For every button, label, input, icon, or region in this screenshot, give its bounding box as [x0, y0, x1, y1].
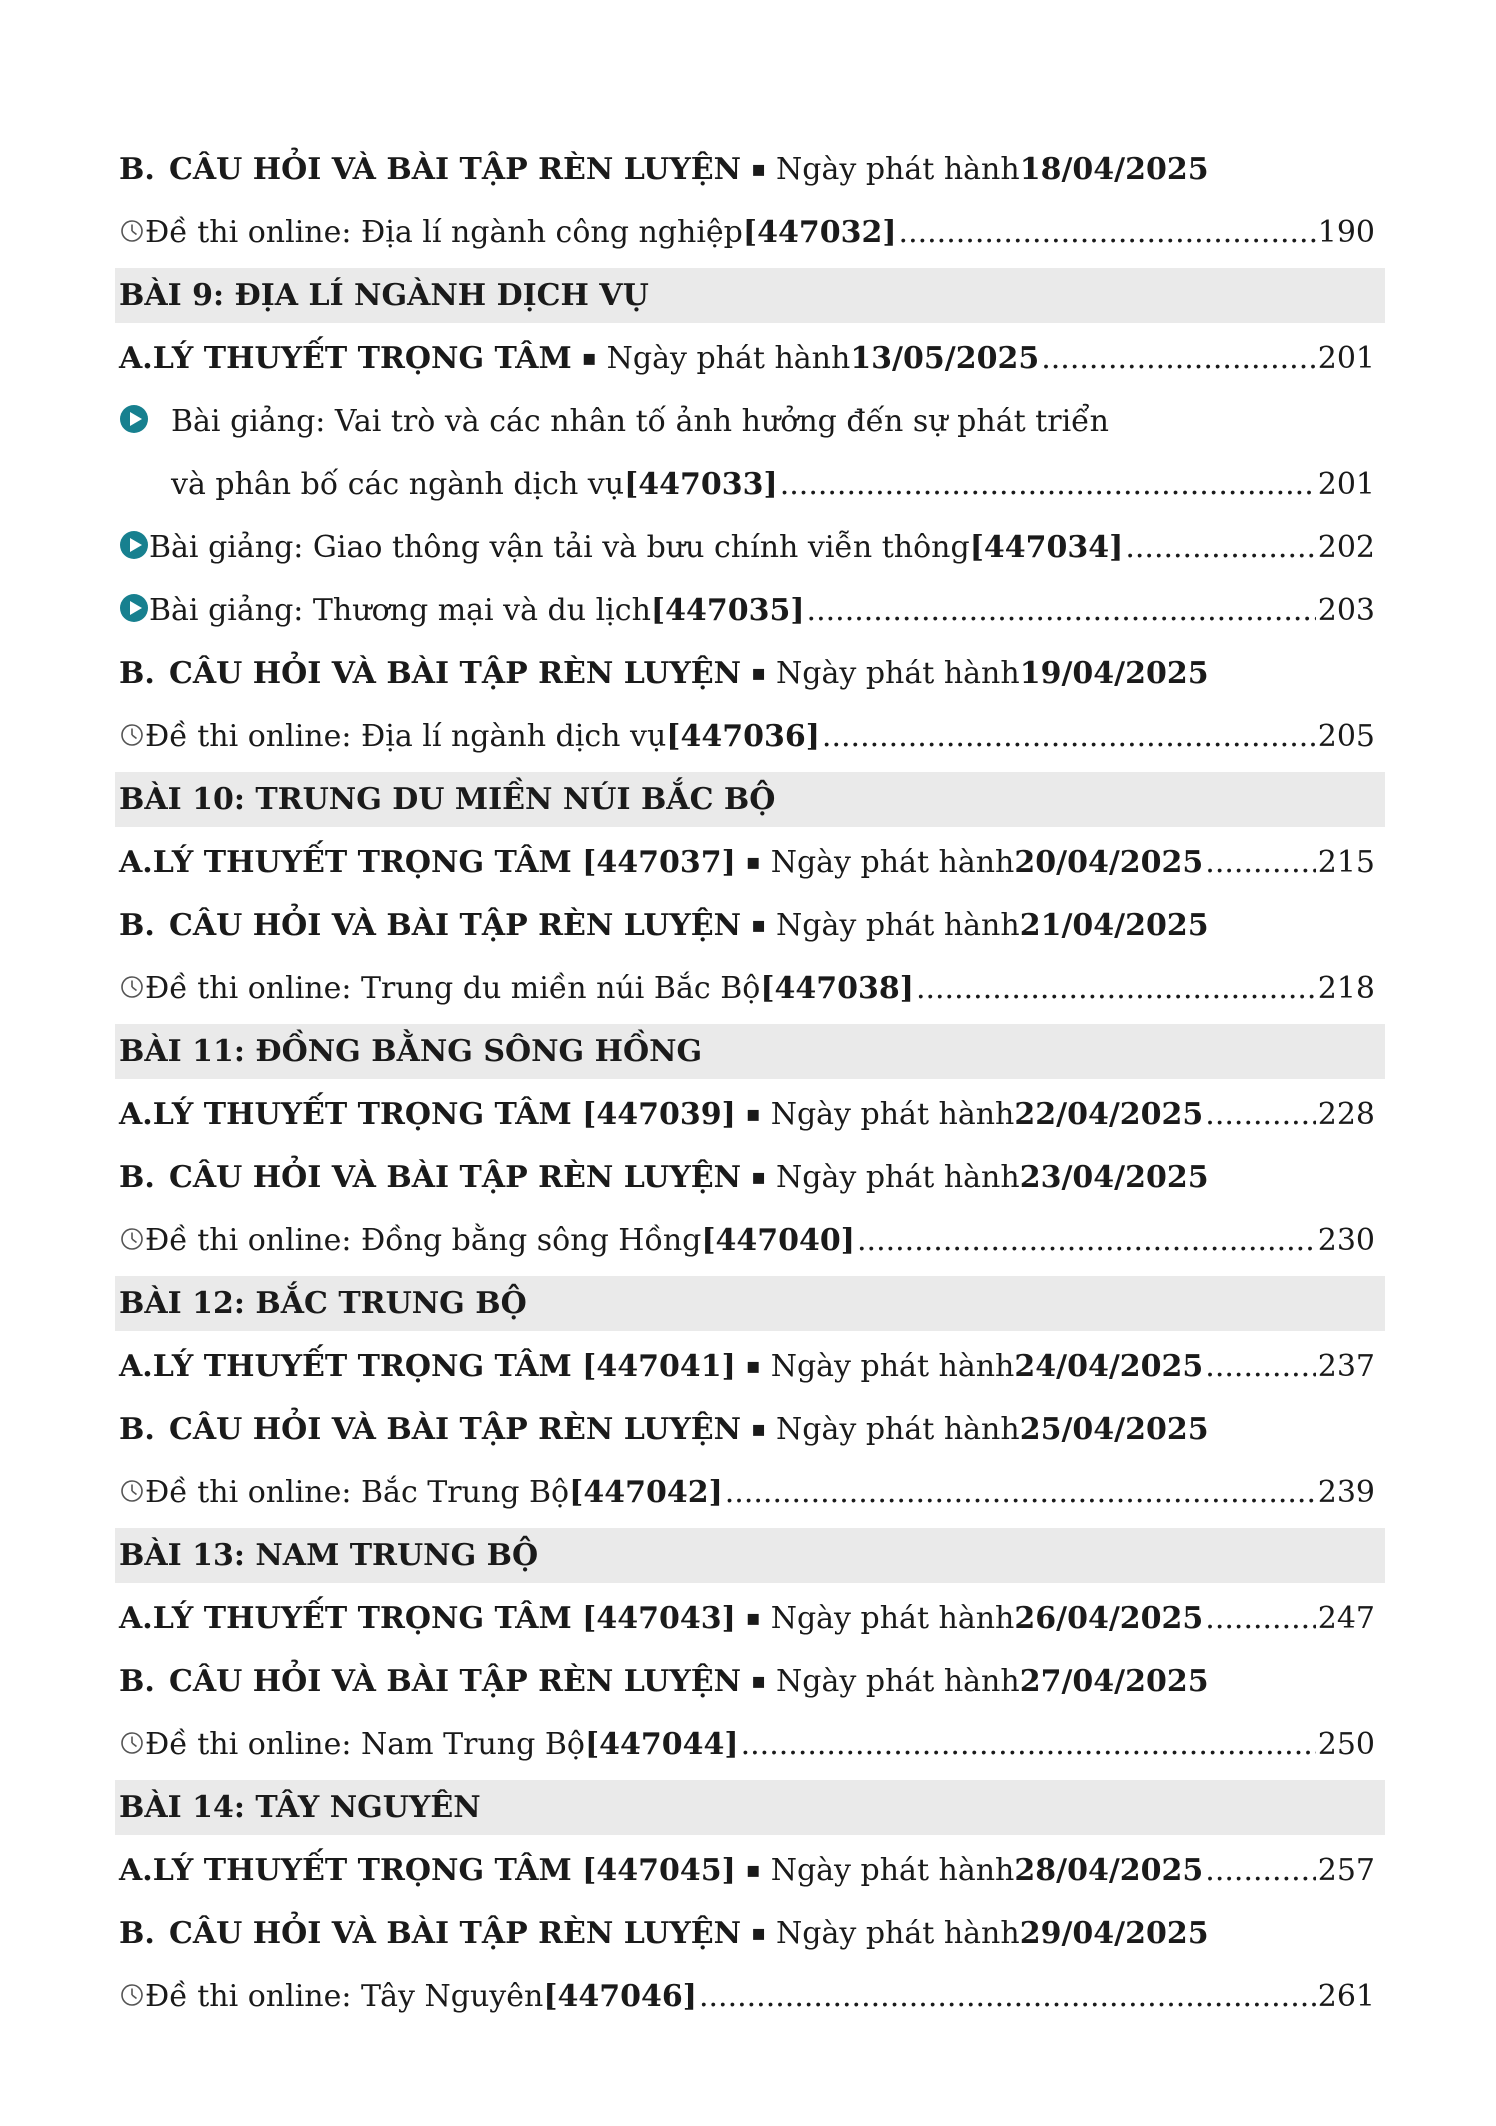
play-icon: [119, 404, 171, 434]
section-letter: A.: [119, 1601, 153, 1636]
release-date: 27/04/2025: [1019, 1664, 1209, 1699]
toc-section-entry[interactable]: [115, 1839, 1385, 1902]
release-label: Ngày phát hành: [776, 1160, 1020, 1195]
entry-text: Đề thi online: Trung du miền núi Bắc Bộ: [145, 971, 761, 1006]
section-title: LÝ THUYẾT TRỌNG TÂM: [152, 341, 572, 376]
release-label: Ngày phát hành: [776, 152, 1020, 187]
dot-leader: [899, 201, 1316, 264]
dot-leader: [1125, 516, 1315, 579]
separator-bullet: ▪: [745, 1354, 761, 1379]
separator-bullet: ▪: [751, 1417, 767, 1442]
lesson-heading: BÀI 9: ĐỊA LÍ NGÀNH DỊCH VỤ: [115, 268, 1385, 323]
section-title: CÂU HỎI VÀ BÀI TẬP RÈN LUYỆN: [169, 1664, 742, 1699]
release-label: Ngày phát hành: [770, 1097, 1015, 1132]
clock-icon: [119, 974, 145, 1000]
section-title: CÂU HỎI VÀ BÀI TẬP RÈN LUYỆN: [169, 1412, 742, 1447]
dot-leader: [1041, 327, 1316, 390]
separator-bullet: ▪: [745, 1606, 761, 1631]
toc-lecture-entry[interactable]: [115, 390, 1385, 453]
toc-section-entry[interactable]: [115, 642, 1385, 705]
entry-text: Bài giảng: Thương mại và du lịch: [149, 593, 651, 628]
section-letter: A.: [119, 1853, 153, 1888]
release-label: Ngày phát hành: [770, 1601, 1015, 1636]
release-date: 29/04/2025: [1019, 1916, 1209, 1951]
dot-leader: [1205, 831, 1315, 894]
toc-exam-entry[interactable]: [115, 1209, 1385, 1272]
section-letter: B.: [119, 908, 155, 943]
separator-bullet: ▪: [751, 157, 767, 182]
toc-section-entry[interactable]: [115, 1083, 1385, 1146]
dot-leader: [807, 579, 1316, 642]
release-date: 20/04/2025: [1014, 845, 1204, 880]
dot-leader: [1205, 1335, 1315, 1398]
page-number: 205: [1317, 719, 1375, 754]
release-date: 28/04/2025: [1014, 1853, 1204, 1888]
dot-leader: [822, 705, 1316, 768]
page-number: 228: [1317, 1097, 1375, 1132]
toc-section-entry[interactable]: [115, 327, 1385, 390]
toc-exam-entry[interactable]: [115, 1713, 1385, 1776]
page-number: 203: [1317, 593, 1375, 628]
section-letter: A.: [119, 341, 153, 376]
entry-code: [447033]: [624, 467, 778, 502]
dot-leader: [780, 453, 1316, 516]
clock-icon: [119, 1226, 145, 1252]
release-label: Ngày phát hành: [776, 908, 1020, 943]
toc-exam-entry[interactable]: [115, 705, 1385, 768]
toc-section-entry[interactable]: [115, 1902, 1385, 1965]
release-label: Ngày phát hành: [770, 845, 1015, 880]
entry-code: [447034]: [969, 530, 1124, 565]
entry-code: [447036]: [666, 719, 820, 754]
table-of-contents: [115, 138, 1385, 2028]
page-number: 230: [1317, 1223, 1375, 1258]
entry-text: Đề thi online: Địa lí ngành công nghiệp: [145, 215, 743, 250]
toc-lecture-entry[interactable]: [115, 516, 1385, 579]
separator-bullet: ▪: [745, 1858, 761, 1883]
toc-exam-entry[interactable]: [115, 957, 1385, 1020]
section-letter: B.: [119, 1412, 155, 1447]
entry-text: và phân bố các ngành dịch vụ: [171, 467, 625, 502]
section-title: LÝ THUYẾT TRỌNG TÂM [447039]: [152, 1097, 736, 1132]
release-label: Ngày phát hành: [770, 1349, 1015, 1384]
section-letter: B.: [119, 656, 155, 691]
dot-leader: [725, 1461, 1316, 1524]
dot-leader: [857, 1209, 1316, 1272]
entry-code: [447044]: [584, 1727, 739, 1762]
section-title: CÂU HỎI VÀ BÀI TẬP RÈN LUYỆN: [169, 656, 742, 691]
separator-bullet: ▪: [751, 1165, 767, 1190]
toc-section-entry[interactable]: [115, 1146, 1385, 1209]
entry-text: Đề thi online: Bắc Trung Bộ: [145, 1475, 570, 1510]
page-number: 257: [1317, 1853, 1375, 1888]
page-number: 250: [1317, 1727, 1375, 1762]
entry-text: Bài giảng: Giao thông vận tải và bưu chính viễn thông: [149, 530, 970, 565]
toc-exam-entry[interactable]: [115, 1461, 1385, 1524]
section-title: CÂU HỎI VÀ BÀI TẬP RÈN LUYỆN: [169, 152, 742, 187]
toc-section-entry[interactable]: [115, 1398, 1385, 1461]
page-number: 237: [1317, 1349, 1375, 1384]
toc-section-entry[interactable]: [115, 831, 1385, 894]
release-label: Ngày phát hành: [776, 656, 1020, 691]
toc-section-entry[interactable]: [115, 1587, 1385, 1650]
clock-icon: [119, 1730, 145, 1756]
section-letter: B.: [119, 1664, 155, 1699]
lesson-heading: BÀI 10: TRUNG DU MIỀN NÚI BẮC BỘ: [115, 772, 1385, 827]
play-icon: [119, 593, 149, 623]
section-title: CÂU HỎI VÀ BÀI TẬP RÈN LUYỆN: [169, 908, 742, 943]
entry-code: [447038]: [760, 971, 914, 1006]
lesson-heading: BÀI 12: BẮC TRUNG BỘ: [115, 1276, 1385, 1331]
section-letter: A.: [119, 1097, 153, 1132]
section-title: LÝ THUYẾT TRỌNG TÂM [447045]: [152, 1853, 736, 1888]
release-date: 22/04/2025: [1014, 1097, 1204, 1132]
entry-code: [447046]: [543, 1979, 697, 2014]
separator-bullet: ▪: [751, 1669, 767, 1694]
section-title: LÝ THUYẾT TRỌNG TÂM [447037]: [152, 845, 736, 880]
page-number: 215: [1317, 845, 1375, 880]
dot-leader: [741, 1713, 1316, 1776]
dot-leader: [1205, 1839, 1315, 1902]
clock-icon: [119, 1982, 145, 2008]
clock-icon: [119, 218, 145, 244]
section-letter: B.: [119, 152, 155, 187]
separator-bullet: ▪: [745, 1102, 761, 1127]
entry-text: Đề thi online: Nam Trung Bộ: [145, 1727, 585, 1762]
entry-text: Đề thi online: Tây Nguyên: [145, 1979, 544, 2014]
release-date: 23/04/2025: [1019, 1160, 1209, 1195]
dot-leader: [1205, 1083, 1315, 1146]
release-label: Ngày phát hành: [770, 1853, 1015, 1888]
release-date: 24/04/2025: [1014, 1349, 1204, 1384]
entry-code: [447035]: [650, 593, 805, 628]
dot-leader: [699, 1965, 1316, 2028]
dot-leader: [1205, 1587, 1315, 1650]
separator-bullet: ▪: [751, 913, 767, 938]
page-number: 218: [1317, 971, 1375, 1006]
release-label: Ngày phát hành: [776, 1412, 1020, 1447]
entry-code: [447042]: [569, 1475, 723, 1510]
toc-section-entry[interactable]: [115, 894, 1385, 957]
release-label: Ngày phát hành: [776, 1916, 1020, 1951]
dot-leader: [916, 957, 1316, 1020]
section-title: LÝ THUYẾT TRỌNG TÂM [447043]: [152, 1601, 736, 1636]
section-title: LÝ THUYẾT TRỌNG TÂM [447041]: [152, 1349, 736, 1384]
section-letter: A.: [119, 845, 153, 880]
toc-section-entry[interactable]: [115, 1650, 1385, 1713]
lesson-heading: BÀI 14: TÂY NGUYÊN: [115, 1780, 1385, 1835]
section-title: CÂU HỎI VÀ BÀI TẬP RÈN LUYỆN: [169, 1916, 742, 1951]
toc-entry-continuation[interactable]: [115, 453, 1385, 516]
separator-bullet: ▪: [581, 346, 597, 371]
release-label: Ngày phát hành: [606, 341, 851, 376]
release-date: 21/04/2025: [1019, 908, 1209, 943]
page-number: 201: [1317, 341, 1375, 376]
section-title: CÂU HỎI VÀ BÀI TẬP RÈN LUYỆN: [169, 1160, 742, 1195]
toc-section-entry[interactable]: [115, 1335, 1385, 1398]
release-date: 18/04/2025: [1019, 152, 1209, 187]
release-date: 13/05/2025: [850, 341, 1040, 376]
release-label: Ngày phát hành: [776, 1664, 1020, 1699]
release-date: 25/04/2025: [1019, 1412, 1209, 1447]
toc-lecture-entry[interactable]: [115, 579, 1385, 642]
page-number: 201: [1317, 467, 1375, 502]
separator-bullet: ▪: [751, 1921, 767, 1946]
section-letter: A.: [119, 1349, 153, 1384]
section-letter: B.: [119, 1916, 155, 1951]
lesson-heading: BÀI 11: ĐỒNG BẰNG SÔNG HỒNG: [115, 1024, 1385, 1079]
page-number: 261: [1317, 1979, 1375, 2014]
clock-icon: [119, 722, 145, 748]
lesson-heading: BÀI 13: NAM TRUNG BỘ: [115, 1528, 1385, 1583]
entry-text: Đề thi online: Đồng bằng sông Hồng: [145, 1223, 702, 1258]
entry-text: Bài giảng: Vai trò và các nhân tố ảnh hưởng đến sự phát triển: [171, 404, 1109, 439]
separator-bullet: ▪: [751, 661, 767, 686]
toc-section-entry[interactable]: [115, 138, 1385, 201]
page-number: 247: [1317, 1601, 1375, 1636]
page-number: 190: [1317, 215, 1375, 250]
entry-code: [447040]: [701, 1223, 855, 1258]
release-date: 19/04/2025: [1019, 656, 1209, 691]
entry-code: [447032]: [742, 215, 897, 250]
release-date: 26/04/2025: [1014, 1601, 1204, 1636]
toc-exam-entry[interactable]: [115, 1965, 1385, 2028]
separator-bullet: ▪: [745, 850, 761, 875]
entry-text: Đề thi online: Địa lí ngành dịch vụ: [145, 719, 667, 754]
page-number: 239: [1317, 1475, 1375, 1510]
play-icon: [119, 530, 149, 560]
page-number: 202: [1317, 530, 1375, 565]
section-letter: B.: [119, 1160, 155, 1195]
clock-icon: [119, 1478, 145, 1504]
toc-exam-entry[interactable]: [115, 201, 1385, 264]
